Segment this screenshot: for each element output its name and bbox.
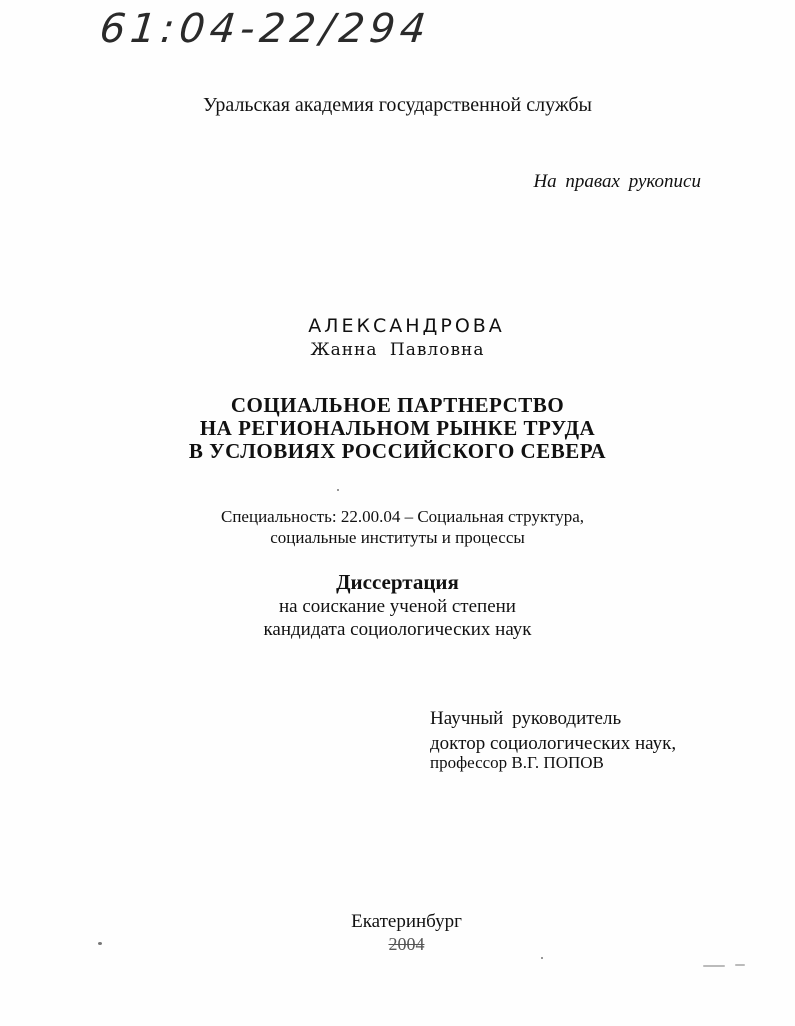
degree-line: на соискание ученой степени — [279, 596, 516, 617]
adviser-line: Научный руководитель — [430, 708, 622, 729]
adviser-line: доктор социологических наук, — [430, 733, 677, 754]
institution-name: Уральская академия государственной службы — [202, 94, 592, 116]
city: Екатеринбург — [351, 911, 462, 932]
manuscript-rights-note: На правах рукописи — [533, 171, 701, 192]
scan-speck — [98, 942, 102, 945]
author-given-names: Жанна Павловна — [310, 340, 485, 360]
dissertation-title-line: СОЦИАЛЬНОЕ ПАРТНЕРСТВО — [230, 393, 565, 417]
scan-speck — [703, 965, 725, 967]
scan-speck — [735, 964, 745, 966]
specialty-line: Специальность: 22.00.04 – Социальная структура, — [220, 507, 584, 526]
handwritten-catalog-number: 61:04-22/294 — [97, 6, 433, 52]
dissertation-title-line: В УСЛОВИЯХ РОССИЙСКОГО СЕВЕРА — [188, 439, 607, 463]
dissertation-title-line: НА РЕГИОНАЛЬНОМ РЫНКЕ ТРУДА — [199, 416, 596, 440]
specialty-line: социальные институты и процессы — [270, 528, 525, 547]
year: 2004 — [388, 934, 425, 954]
author-surname: АЛЕКСАНДРОВА — [308, 315, 505, 337]
document-type-heading: Диссертация — [336, 570, 459, 594]
degree-line: кандидата социологических наук — [263, 619, 532, 640]
adviser-line: профессор В.Г. ПОПОВ — [430, 753, 604, 772]
scan-speck — [541, 957, 543, 959]
scan-speck — [337, 489, 339, 491]
